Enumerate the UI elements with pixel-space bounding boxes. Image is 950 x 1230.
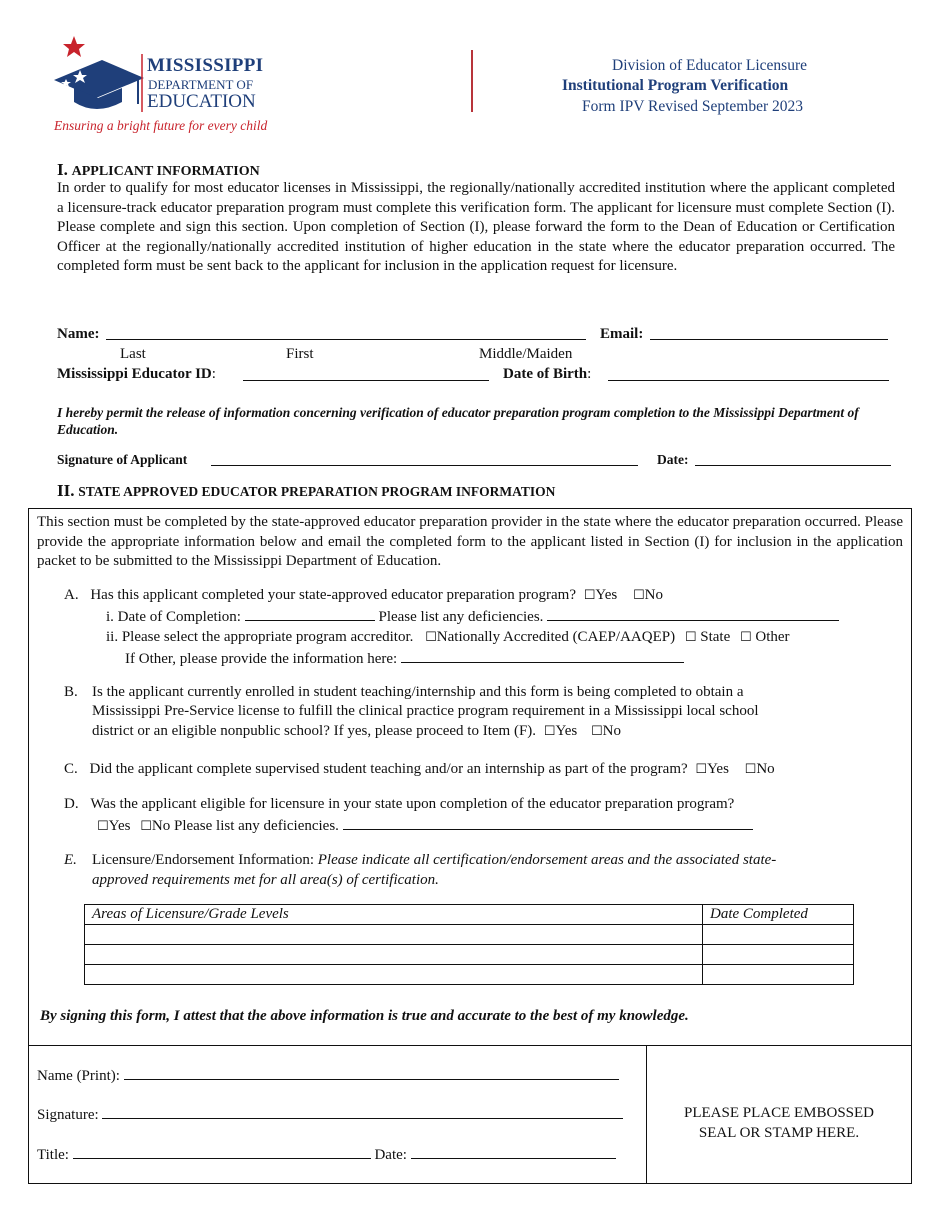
email-field[interactable] (650, 327, 888, 340)
dob-field[interactable] (608, 368, 889, 381)
applicant-signature-field[interactable] (211, 453, 638, 466)
section1-heading (57, 160, 260, 180)
qc-no-label: No (756, 761, 775, 777)
area-cell[interactable] (85, 945, 703, 965)
accreditor-label: ii. Please select the appropriate program accreditor. (106, 629, 414, 645)
sublabel-first: First (286, 346, 314, 362)
qd-deficiencies-field[interactable] (343, 817, 753, 830)
certifier-date-label: Date: (374, 1147, 407, 1163)
question-d (64, 796, 734, 813)
section1-numeral: I. (57, 160, 68, 179)
question-a (64, 587, 663, 604)
applicant-date-label: Date: (657, 452, 689, 467)
qd-no-label: No (151, 818, 171, 834)
logo-line-mississippi: MISSISSIPPI (147, 55, 264, 76)
educator-id-label: Mississippi Educator ID (57, 366, 212, 382)
section2-numeral: II. (57, 481, 75, 500)
title-field[interactable] (73, 1146, 371, 1159)
question-c-letter: C. (64, 761, 78, 777)
header-areas: Areas of Licensure/Grade Levels (85, 905, 703, 925)
name-label: Name: (57, 326, 100, 342)
question-d-text: Was the applicant eligible for licensure in your state upon completion of the educator preparation program? (90, 796, 735, 812)
qd-deficiencies-label: Please list any deficiencies. (173, 818, 339, 834)
qa-yes-checkbox[interactable]: ☐ (583, 588, 596, 603)
qa-deficiencies-field[interactable] (547, 608, 839, 621)
name-field[interactable] (106, 327, 586, 340)
national-accredited-label: Nationally Accredited (CAEP/AAQEP) (436, 629, 676, 645)
date-of-completion-field[interactable] (245, 608, 375, 621)
seal-line-1: PLEASE PLACE EMBOSSED (683, 1105, 875, 1121)
other-info-field[interactable] (401, 650, 684, 663)
question-b-line3: district or an eligible nonpublic school? If yes, please proceed to Item (F). (92, 723, 537, 739)
qb-no-label: No (602, 723, 622, 739)
form-revision: Form IPV Revised September 2023 (582, 98, 804, 115)
other-label: Other (755, 629, 790, 645)
qb-yes-label: Yes (555, 723, 578, 739)
other-checkbox[interactable]: ☐ (739, 630, 752, 645)
question-a-letter: A. (64, 587, 79, 603)
section2-heading (57, 481, 555, 501)
table-row (85, 965, 854, 985)
date-completed-cell[interactable] (703, 965, 854, 985)
logo-line-education: EDUCATION (147, 91, 256, 112)
state-checkbox[interactable]: ☐ (684, 630, 697, 645)
qa-deficiencies-label: Please list any deficiencies. (378, 609, 544, 625)
logo-tagline: Ensuring a bright future for every child (54, 118, 268, 133)
dob-label: Date of Birth (503, 366, 588, 382)
qd-yes-label: Yes (108, 818, 131, 834)
qc-no-checkbox[interactable]: ☐ (744, 762, 757, 777)
question-c-text: Did the applicant complete supervised student teaching and/or an internship as part of the program? (89, 761, 688, 777)
licensure-areas-table (84, 904, 854, 985)
qd-no-checkbox[interactable]: ☐ (140, 819, 152, 834)
question-b-line2: Mississippi Pre-Service license to fulfill the clinical practice program requirement in a Mississippi local school (92, 703, 759, 719)
national-accredited-checkbox[interactable]: ☐ (425, 630, 437, 645)
date-completed-cell[interactable] (703, 925, 854, 945)
area-cell[interactable] (85, 965, 703, 985)
header-date-completed: Date Completed (703, 905, 854, 925)
qa-yes-label: Yes (595, 587, 618, 603)
table-row (85, 925, 854, 945)
applicant-date-field[interactable] (695, 453, 891, 466)
question-b-line1: Is the applicant currently enrolled in student teaching/internship and this form is being completed to obtain a (92, 684, 744, 700)
sublabel-last: Last (120, 346, 146, 362)
table-row (85, 945, 854, 965)
division-name: Division of Educator Licensure (612, 57, 807, 74)
date-of-completion-label: i. Date of Completion: (106, 609, 241, 625)
permission-statement: I hereby permit the release of information concerning verification of educator preparation program completion to the Mississippi Department of Education. (57, 405, 859, 437)
qa-no-label: No (644, 587, 663, 603)
state-label: State (700, 629, 731, 645)
question-e-label: Licensure/Endorsement Information: (92, 852, 315, 868)
section1-intro: In order to qualify for most educator licenses in Mississippi, the regionally/nationally accredited institution where the applicant completed a licensure-track educator preparation program must complete this verification form. The applicant for licensure must complete Section (I). Please complete and sign this section. Upon completion of Section (I), please forward the form to the Dean of Education or Certification Officer at the regionally/nationally accredited institution of higher education in the state where the educator preparation occurred. The completed form must be sent back to the applicant for inclusion in the application request for licensure. (57, 180, 895, 274)
question-c (64, 761, 775, 778)
qd-yes-checkbox[interactable]: ☐ (97, 819, 109, 834)
table-header-row (85, 905, 854, 925)
email-label: Email: (600, 326, 644, 342)
educator-id-field[interactable] (243, 368, 489, 381)
seal-line-2: SEAL OR STAMP HERE. (698, 1125, 860, 1141)
form-title: Institutional Program Verification (562, 77, 789, 94)
title-label: Title: (37, 1147, 69, 1163)
logo-line-department: DEPARTMENT OF (148, 77, 254, 92)
question-d-letter: D. (64, 796, 79, 812)
qa-no-checkbox[interactable]: ☐ (632, 588, 645, 603)
section2-intro: This section must be completed by the state-approved educator preparation provider in the state where the educator preparation occurred. Please provide the appropriate information below and email the completed form to the applicant listed in Section (I) for inclusion in the application packet to be submitted to the Mississippi Department of Education. (37, 514, 903, 569)
question-e-letter: E. (64, 852, 77, 868)
qb-yes-checkbox[interactable]: ☐ (543, 724, 556, 739)
qc-yes-checkbox[interactable]: ☐ (695, 762, 708, 777)
mde-logo (52, 36, 282, 140)
section2-title: STATE APPROVED EDUCATOR PREPARATION PROGRAM INFORMATION (78, 484, 556, 499)
question-e-instruction-1: Please indicate all certification/endorsement areas and the associated state- (317, 852, 777, 868)
other-info-label: If Other, please provide the information here: (125, 651, 398, 667)
date-completed-cell[interactable] (703, 945, 854, 965)
name-print-label: Name (Print): (37, 1068, 120, 1084)
qb-no-checkbox[interactable]: ☐ (591, 724, 603, 739)
applicant-signature-label: Signature of Applicant (57, 452, 188, 467)
qc-yes-label: Yes (707, 761, 729, 777)
area-cell[interactable] (85, 925, 703, 945)
name-print-field[interactable] (124, 1067, 619, 1080)
question-b-letter: B. (64, 684, 78, 700)
certifier-signature-label: Signature: (37, 1107, 99, 1123)
section1-title: APPLICANT INFORMATION (71, 164, 260, 179)
question-e-instruction-2: approved requirements met for all area(s) of certification. (92, 872, 439, 888)
header-divider (471, 50, 473, 112)
certifier-date-field[interactable] (411, 1146, 616, 1159)
attestation-statement: By signing this form, I attest that the above information is true and accurate to the best of my knowledge. (40, 1008, 689, 1024)
certifier-signature-field[interactable] (102, 1106, 623, 1119)
question-a-text: Has this applicant completed your state-approved educator preparation program? (90, 587, 576, 603)
sublabel-middle: Middle/Maiden (479, 346, 573, 362)
